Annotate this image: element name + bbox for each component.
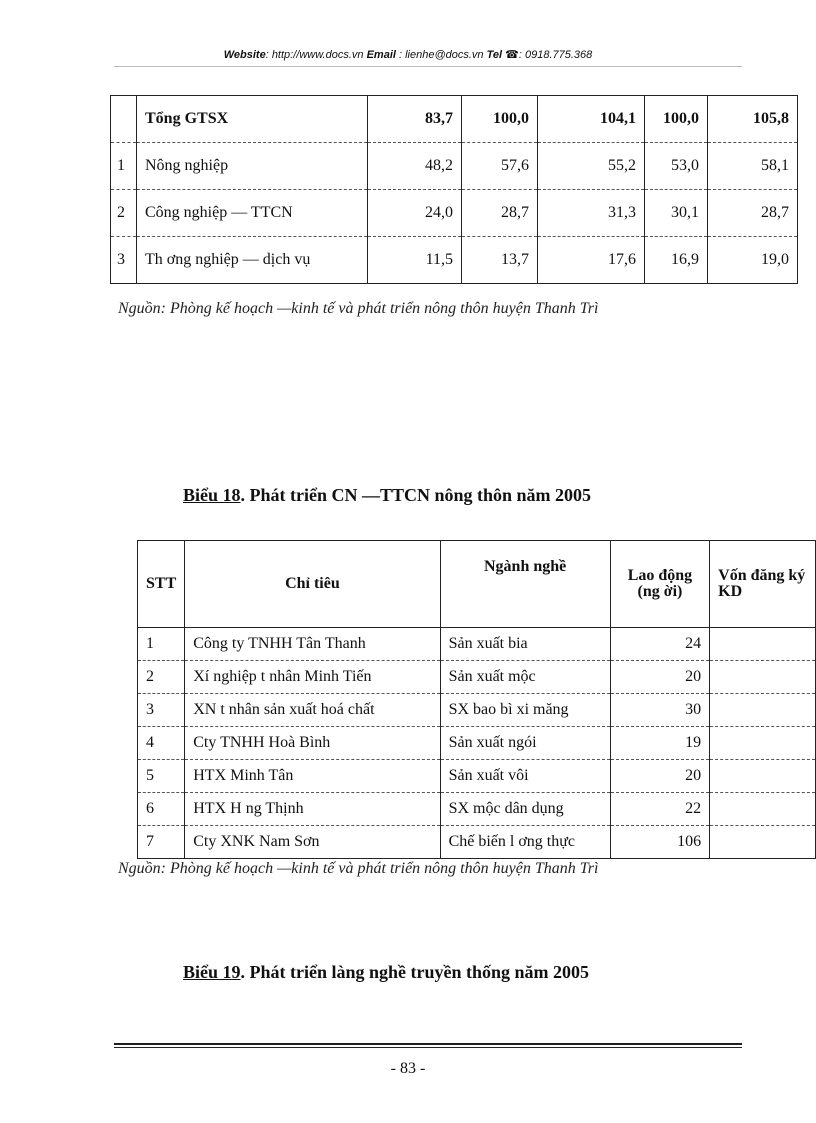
table-row (111, 190, 798, 237)
von-cell (710, 727, 816, 760)
table-header-row (138, 541, 816, 628)
nganh-cell: SX mộc dân dụng (440, 793, 610, 826)
value-cell: 48,2 (368, 143, 462, 190)
table-row (138, 694, 816, 727)
value-cell: 30,1 (645, 190, 708, 237)
chitieu-cell: Cty XNK Nam Sơn (185, 826, 440, 859)
value-cell: 57,6 (462, 143, 538, 190)
tel-label: Tel (486, 49, 503, 61)
laodong-cell: 30 (610, 694, 709, 727)
caption-text: . Phát triển CN —TTCN nông thôn năm 2005 (240, 485, 592, 505)
footer-divider (114, 1043, 742, 1045)
value-cell: 28,7 (462, 190, 538, 237)
name-cell: Th ơng nghiệp — dịch vụ (137, 237, 368, 284)
table-row (138, 628, 816, 661)
email-label: Email (366, 49, 396, 61)
chitieu-cell: Xí nghiệp t nhân Minh Tiến (185, 661, 440, 694)
von-cell (710, 760, 816, 793)
table-row (111, 237, 798, 284)
value-cell: 28,7 (708, 190, 798, 237)
von-cell (710, 826, 816, 859)
table-caption-18 (183, 485, 591, 506)
nganh-cell: SX bao bì xi măng (440, 694, 610, 727)
nganh-cell: Sản xuất bia (440, 628, 610, 661)
source-note: Nguồn: Phòng kế hoạch —kinh tế và phát triển nông thôn huyện Thanh Trì (118, 860, 599, 877)
website-label: Website (223, 49, 266, 61)
footer-divider-thin (114, 1047, 742, 1048)
chitieu-cell: HTX Minh Tân (185, 760, 440, 793)
von-cell (710, 628, 816, 661)
production-value-table (110, 95, 798, 284)
value-cell: 19,0 (708, 237, 798, 284)
page-header (0, 48, 816, 61)
table-row (138, 826, 816, 859)
nganh-cell: Sản xuất mộc (440, 661, 610, 694)
nganh-cell: Sản xuất vôi (440, 760, 610, 793)
stt-cell (111, 96, 137, 143)
value-cell: 55,2 (538, 143, 645, 190)
name-cell: Công nghiệp — TTCN (137, 190, 368, 237)
industry-development-table (137, 540, 816, 859)
caption-label: Biểu 18 (183, 485, 241, 505)
stt-cell: 1 (111, 143, 137, 190)
header-laodong: Lao động (ng ời) (610, 541, 709, 628)
header-nganh: Ngành nghề (440, 541, 610, 628)
header-stt: STT (138, 541, 185, 628)
value-cell: 24,0 (368, 190, 462, 237)
laodong-cell: 20 (610, 760, 709, 793)
table-row (138, 727, 816, 760)
caption-label: Biểu 19 (183, 962, 241, 982)
stt-cell: 3 (111, 237, 137, 284)
laodong-cell: 22 (610, 793, 709, 826)
email-value: : lienhe@docs.vn (395, 49, 487, 61)
value-cell: 17,6 (538, 237, 645, 284)
header-divider (114, 66, 742, 67)
chitieu-cell: Công ty TNHH Tân Thanh (185, 628, 440, 661)
value-cell: 100,0 (462, 96, 538, 143)
value-cell: 83,7 (368, 96, 462, 143)
value-cell: 105,8 (708, 96, 798, 143)
value-cell: 13,7 (462, 237, 538, 284)
value-cell: 11,5 (368, 237, 462, 284)
von-cell (710, 694, 816, 727)
stt-cell: 7 (138, 826, 185, 859)
header-chitieu: Chỉ tiêu (185, 541, 440, 628)
laodong-cell: 106 (610, 826, 709, 859)
value-cell: 16,9 (645, 237, 708, 284)
chitieu-cell: Cty TNHH Hoà Bình (185, 727, 440, 760)
laodong-cell: 19 (610, 727, 709, 760)
laodong-cell: 24 (610, 628, 709, 661)
stt-cell: 1 (138, 628, 185, 661)
von-cell (710, 661, 816, 694)
value-cell: 58,1 (708, 143, 798, 190)
stt-cell: 6 (138, 793, 185, 826)
stt-cell: 4 (138, 727, 185, 760)
caption-text: . Phát triển làng nghề truyền thống năm 2005 (240, 962, 590, 982)
tel-value: ☎: 0918.775.368 (502, 49, 593, 61)
nganh-cell: Sản xuất ngói (440, 727, 610, 760)
chitieu-cell: XN t nhân sản xuất hoá chất (185, 694, 440, 727)
name-cell: Tổng GTSX (137, 96, 368, 143)
table-row (138, 793, 816, 826)
table-row (138, 661, 816, 694)
value-cell: 31,3 (538, 190, 645, 237)
nganh-cell: Chế biến l ơng thực (440, 826, 610, 859)
chitieu-cell: HTX H ng Thịnh (185, 793, 440, 826)
stt-cell: 2 (111, 190, 137, 237)
header-von: Vốn đăng ký KD (710, 541, 816, 628)
stt-cell: 5 (138, 760, 185, 793)
laodong-cell: 20 (610, 661, 709, 694)
stt-cell: 2 (138, 661, 185, 694)
table-row (111, 143, 798, 190)
table-caption-19 (183, 962, 589, 983)
table-row (111, 96, 798, 143)
value-cell: 104,1 (538, 96, 645, 143)
page-number: - 83 - (390, 1060, 426, 1077)
name-cell: Nông nghiệp (137, 143, 368, 190)
value-cell: 53,0 (645, 143, 708, 190)
value-cell: 100,0 (645, 96, 708, 143)
von-cell (710, 793, 816, 826)
source-note: Nguồn: Phòng kế hoạch —kinh tế và phát triển nông thôn huyện Thanh Trì (118, 300, 599, 317)
table-row (138, 760, 816, 793)
website-value: : http://www.docs.vn (265, 49, 367, 61)
stt-cell: 3 (138, 694, 185, 727)
